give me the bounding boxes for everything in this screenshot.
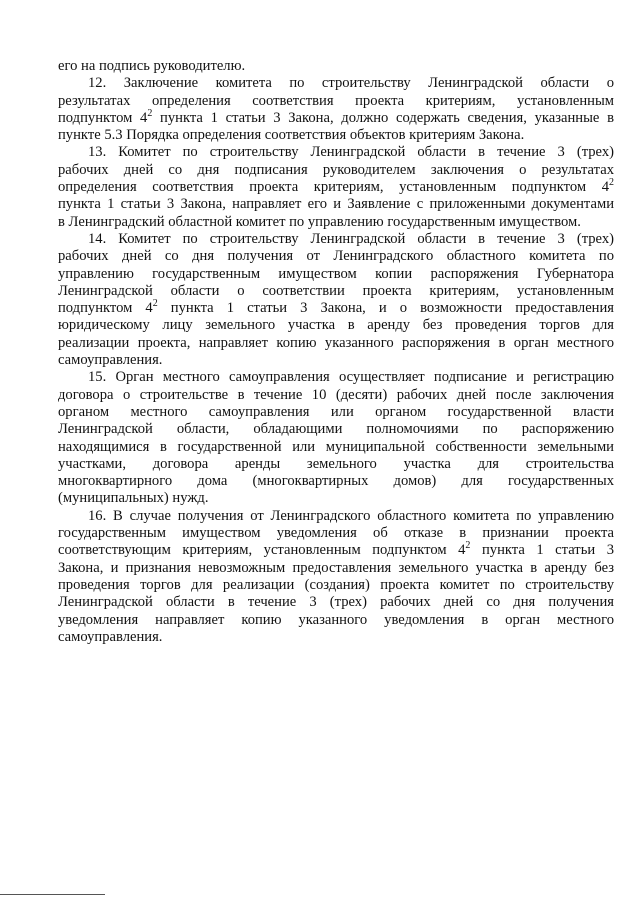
text-line: подпунктом $4^2$ пункта 1 статьи 3 Закона, и о возможности предоставления — [58, 298, 615, 317]
text-line: подпунктом $4^2$ пункта 1 статьи 3 Закона, должно содержать сведения, указанные в — [58, 107, 614, 126]
text-line: 15. Орган местного самоуправления осуществляет подписание и регистрацию — [88, 369, 614, 386]
text-line: самоуправления. — [58, 352, 163, 369]
text-line: реализации проекта, направляет копию указанного распоряжения в орган местного — [58, 334, 614, 351]
text-line: 14. Комитет по строительству Ленинградской области в течение 3 (трех) — [88, 230, 614, 247]
text-line: рабочих дней со дня подписания руководителем заключения о результатах — [58, 161, 614, 178]
superscript: 2 — [152, 298, 158, 310]
text-line: договора о строительстве в течение 10 (десяти) рабочих дней после заключения — [58, 386, 614, 403]
text-line: проведения торгов для реализации (создания) проекта комитет по строительству — [58, 576, 614, 593]
text-line: многоквартирного дома (многоквартирных домов) для государственных — [58, 473, 614, 490]
paragraph-p-cont — [58, 58, 614, 75]
superscript: 2 — [147, 107, 153, 119]
text-line: находящимися в государственной или муниципальной собственности земельными — [58, 438, 614, 455]
text-line: управлению государственным имуществом копии распоряжения Губернатора — [58, 265, 614, 282]
paragraph-p12 — [58, 75, 614, 144]
superscript: 2 — [465, 540, 471, 552]
paragraph-p14 — [58, 231, 614, 369]
text-line: рабочих дней со дня получения от Ленинградского областного комитета по — [58, 248, 614, 265]
footer-rule — [0, 894, 105, 895]
text-line: пункте 5.3 Порядка определения соответствия объектов критериям Закона. — [58, 127, 525, 144]
text-line: 16. В случае получения от Ленинградского областного комитета по управлению — [88, 507, 614, 524]
paragraph-p16 — [58, 508, 614, 646]
text-line: его на подпись руководителю. — [58, 58, 246, 74]
text-line: Ленинградской области, обладающими полномочиями по распоряжению — [58, 421, 614, 438]
text-line: органом местного самоуправления или органом государственной власти — [58, 403, 614, 420]
paragraph-p13 — [58, 144, 614, 230]
text-line: уведомления направляет копию указанного уведомления в орган местного — [58, 611, 614, 628]
superscript: 2 — [609, 177, 614, 189]
document-page — [58, 58, 614, 646]
text-line: государственным имуществом уведомления об отказе в признании проекта — [58, 525, 614, 542]
text-line: участками, договора аренды земельного участка для строительства — [58, 455, 614, 472]
text-line: 13. Комитет по строительству Ленинградской области в течение 3 (трех) — [88, 144, 614, 161]
text-line: Ленинградской области в течение 3 (трех) рабочих дней со дня получения — [58, 594, 614, 611]
text-line: 12. Заключение комитета по строительству Ленинградской области о — [88, 75, 614, 92]
text-line: пункта 1 статьи 3 Закона, направляет его и Заявление с приложенными документами — [58, 196, 614, 213]
text-line: (муниципальных) нужд. — [58, 490, 209, 507]
text-line: самоуправления. — [58, 628, 163, 645]
text-line: соответствующим критериям, установленным подпунктом $4^2$ пункта 1 статьи 3 — [58, 540, 614, 559]
text-line: Закона, и признания невозможным предоставления земельного участка в аренду без — [58, 559, 614, 576]
paragraph-p15 — [58, 369, 614, 507]
text-line: результатах определения соответствия проекта критериям, установленным — [58, 92, 614, 109]
text-line: Ленинградской области о соответствии проекта критериям, установленным — [58, 282, 614, 299]
document-body — [58, 58, 614, 646]
text-line: юридическому лицу земельного участка в аренду без проведения торгов для — [58, 317, 614, 334]
text-line: определения соответствия проекта критериям, установленным подпунктом $4^2$ — [58, 177, 614, 196]
text-line: в Ленинградский областной комитет по управлению государственным имуществом. — [58, 213, 581, 230]
